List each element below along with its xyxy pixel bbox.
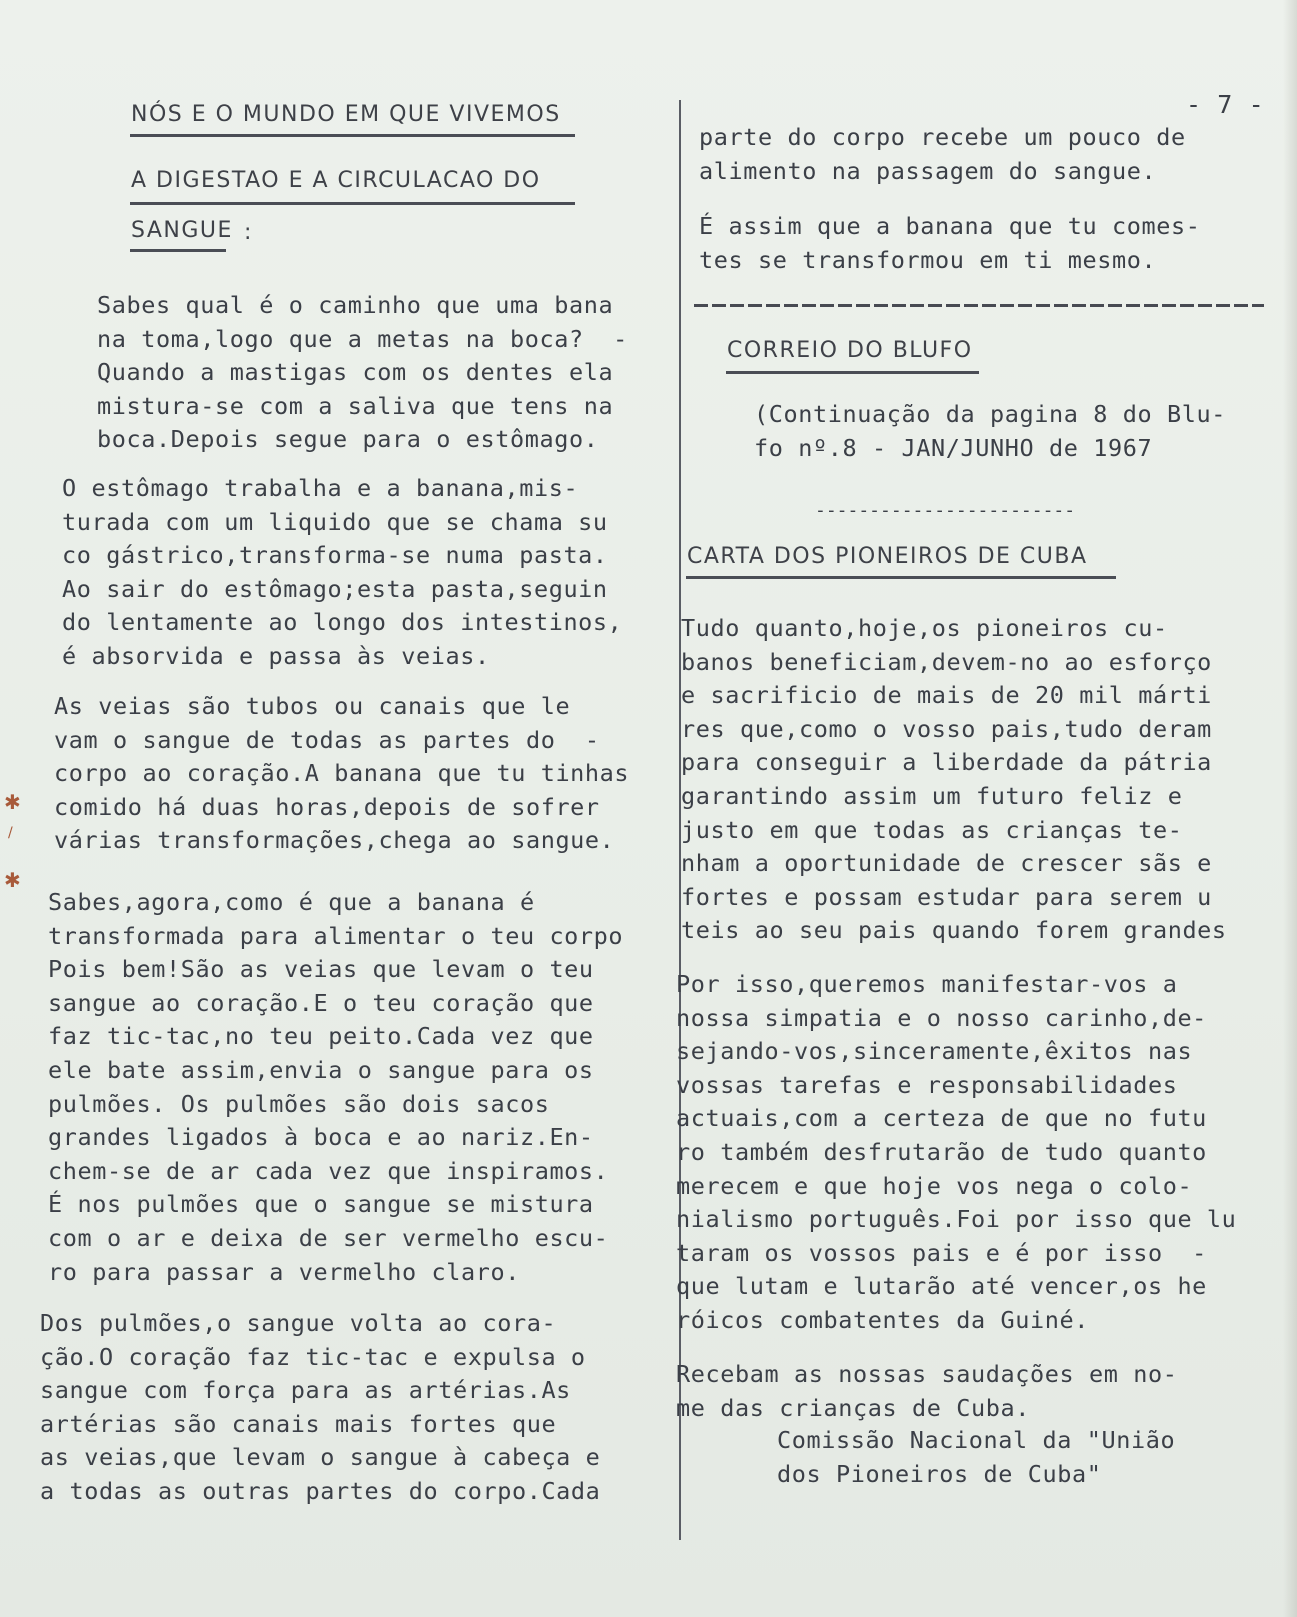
margin-mark: ✱ [4, 790, 21, 814]
letter-heading: CARTA DOS PIONEIROS DE CUBA [687, 544, 1088, 569]
left-paragraph-4: Sabes,agora,como é que a banana é transformada para alimentar o teu corpo Pois bem!São as veias que levam o teu sangue ao coração.E o teu coração que faz tic-tac,no teu peito.Cada vez que ele bate assim,envia o sangue para os pulmões. Os pulmões são dois sacos grandes ligados à boca e ao nariz.En- chem-se de ar cada vez que inspiramos. É nos pulmões que o sangue se mistura com o ar e deixa de ser vermelho escu- ro para passar a vermelho claro. [48, 888, 624, 1286]
article-title-line2: SANGUE [131, 218, 233, 243]
letter-heading-underline [686, 576, 1116, 579]
heading-underline [726, 371, 979, 374]
left-paragraph-1: Sabes qual é o caminho que uma bana na toma,logo que a metas na boca? - Quando a mastigas com os dentes ela mistura-se com a saliva que tens na boca.Depois segue para o estômago. [97, 291, 628, 454]
left-paragraph-5: Dos pulmões,o sangue volta ao cora- ção.O coração faz tic-tac e expulsa o sangue com força para as artérias.As artérias são canais mais fortes que as veias,que levam o sangue à cabeça e a todas as outras partes do corpo.Cada [40, 1309, 601, 1505]
paper-edge-shadow [1283, 0, 1297, 1617]
continuation-paragraph-2: É assim que a banana que tu comes- tes se transformou em ti mesmo. [699, 212, 1201, 274]
left-paragraph-2: O estômago trabalha e a banana,mis- turada com um liquido que se chama su co gástrico,transforma-se numa pasta. Ao sair do estômago;esta pasta,seguin do lentamente ao longo dos intestinos, é absorvida e passa às veias. [62, 474, 623, 670]
section-separator [694, 304, 1264, 307]
section-heading: CORREIO DO BLUFO [727, 338, 973, 363]
left-paragraph-3: As veias são tubos ou canais que le vam o sangue de todas as partes do - corpo ao coração.A banana que tu tinhas comido há duas horas,depois de sofrer várias transformações,chega ao sangue. [54, 692, 630, 855]
margin-mark: / [8, 825, 13, 841]
letter-paragraph-3: Recebam as nossas saudações em no- me das crianças de Cuba. [676, 1360, 1178, 1422]
title-underline [130, 202, 575, 205]
page-number: - 7 - [1186, 90, 1265, 119]
article-title-line1: A DIGESTAO E A CIRCULACAO DO [131, 168, 541, 193]
heading-underline [130, 134, 575, 137]
dashed-separator: ------------------------ [815, 500, 1076, 521]
continuation-note: (Continuação da pagina 8 do Blu- fo nº.8 - JAN/JUNHO de 1967 [754, 400, 1226, 462]
article-title-colon: : [244, 220, 253, 245]
margin-mark: ✱ [4, 868, 21, 892]
section-heading: NÓS E O MUNDO EM QUE VIVEMOS [131, 102, 561, 127]
letter-paragraph-1: Tudo quanto,hoje,os pioneiros cu- banos beneficiam,devem-no ao esforço e sacrificio de mais de 20 mil márti res que,como o vosso pais,tudo deram para conseguir a liberdade da pátria garantindo assim um futuro feliz e justo em que todas as crianças te- nham a oportunidade de crescer sãs e fortes e possam estudar para serem u teis ao seu pais quando forem grandes [681, 614, 1227, 945]
letter-signature: Comissão Nacional da "União dos Pioneiros de Cuba" [777, 1426, 1176, 1488]
continuation-paragraph-1: parte do corpo recebe um pouco de alimento na passagem do sangue. [699, 123, 1186, 185]
title-underline-short [130, 249, 226, 252]
letter-paragraph-2: Por isso,queremos manifestar-vos a nossa simpatia e o nosso carinho,de- sejando-vos,sinceramente,êxitos nas vossas tarefas e responsabilidades actuais,com a certeza de que no futu ro também desfrutarão de tudo quanto merecem e que hoje vos nega o colo- nialismo português.Foi por isso que lu taram os vossos pais e é por isso - que lutam e lutarão até vencer,os he róicos combatentes da Guiné. [676, 970, 1237, 1334]
